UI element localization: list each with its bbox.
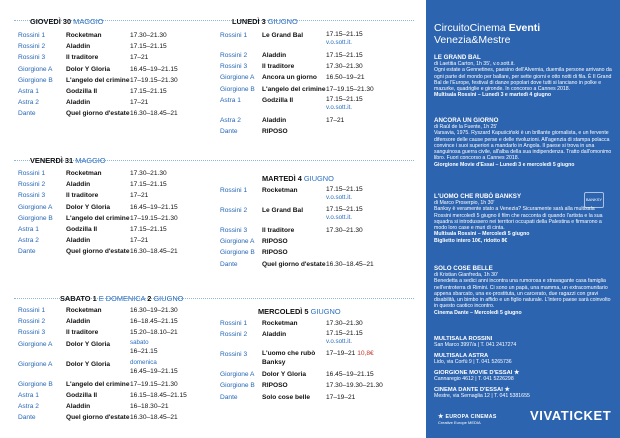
film-title[interactable]: Il traditore	[66, 192, 99, 200]
schedule-row	[212, 84, 422, 95]
cinema-name: MULTISALA ASTRA	[434, 353, 489, 359]
cinema-info	[434, 336, 604, 349]
showtimes	[130, 30, 167, 41]
showtime-values: 17.15–21.15	[130, 87, 167, 95]
showtimes	[326, 185, 363, 202]
film-title[interactable]: L'angelo del crimine	[262, 85, 326, 93]
film-title[interactable]: Godzilla II	[66, 391, 98, 399]
showtime-values: 16.45–19–21.15	[326, 371, 374, 379]
schedule-row	[212, 61, 422, 72]
showtime-values: 17–19.15–21.30	[130, 76, 178, 84]
showtime-values: 17.15–21.15	[326, 330, 363, 338]
cinema-name: Rossini 2	[18, 318, 46, 326]
schedule-row	[212, 126, 422, 137]
cinema-name: Rossini 1	[18, 170, 46, 177]
cinema-name: Rossini 1	[220, 320, 248, 327]
film-title[interactable]: Dolor Y Gloria	[66, 360, 111, 368]
schedule-row	[10, 30, 210, 41]
cinema-name: Dante	[18, 110, 36, 118]
cinema-name: Giorgione A	[220, 74, 255, 82]
cinema-address: Lido, via Corfù 9 | T. 041 5265736	[434, 359, 512, 366]
film-title[interactable]: RIPOSO	[262, 127, 288, 135]
showtime-values: 17.30–19.30–21.30	[326, 382, 383, 390]
movie-title: L'UOMO CHE RUBÒ BANKSY	[434, 193, 522, 200]
showtime-values: 17.15–21.15	[130, 43, 167, 51]
schedule-row	[10, 235, 210, 246]
showtimes	[130, 52, 148, 63]
cinema-name: Astra 1	[18, 391, 39, 399]
cinema-name: Giorgione B	[18, 76, 53, 84]
showtime-values: 17.15–21.15	[130, 181, 167, 189]
film-title[interactable]: Rocketman	[262, 187, 298, 194]
schedule-block	[212, 185, 422, 270]
film-title[interactable]: Le Grand Bal	[262, 207, 304, 214]
showtimes	[326, 392, 355, 403]
star-icon: ★	[438, 414, 444, 420]
film-title[interactable]: Godzilla II	[66, 225, 98, 233]
showtimes	[130, 316, 178, 327]
schedule-row	[10, 108, 210, 119]
showtimes	[130, 213, 178, 224]
schedule-row	[10, 179, 210, 190]
film-title[interactable]: Aladdin	[262, 52, 287, 59]
movie-description: Varsavia, 1975. Ryszard Kapuściński è un brillante giornalista, e un fervente difensore delle cause perse e delle rivoluzioni. All'agenzia di stampa polacca convince i suoi superiori a mandarlo in Angola. Il paese si trova in una sanguinosa guerra civile, all'alba della sua indipendenza. Tratto dall'omonimo libro. Fuori concorso a Cannes 2018.	[434, 130, 612, 162]
showtime-note: sabato	[130, 338, 149, 346]
schedule-row	[212, 30, 422, 50]
showtimes	[326, 225, 363, 236]
cinema-name: Dante	[18, 248, 36, 256]
cinema-name: Rossini 3	[220, 351, 248, 359]
brand-name: CircuitoCinema	[434, 22, 506, 34]
film-title[interactable]: L'angelo del crimine	[66, 76, 130, 84]
showtime-values: 17–21	[326, 116, 345, 124]
showtimes	[130, 305, 178, 316]
showtime-values: 17–21	[130, 99, 149, 107]
film-title[interactable]: Dolor Y Gloria	[66, 340, 111, 348]
showtimes	[130, 246, 178, 257]
schedule-row	[10, 168, 210, 179]
cinema-address: Mestre, via Sernaglia 12 | T. 041 5381655	[434, 393, 530, 400]
schedule-row	[10, 75, 210, 86]
film-title[interactable]: Quel giorno d'estate	[66, 110, 130, 118]
movie-showtimes: Multisala Rossini – Lunedì 3 e martedì 4 giugno	[434, 92, 552, 99]
showtime-values: 16–18.45–21.15	[130, 318, 178, 326]
showtimes	[130, 168, 167, 179]
showtime-note: v.o.sott.it.	[326, 214, 353, 221]
film-title[interactable]: Quel giorno d'estate	[262, 260, 326, 268]
film-title[interactable]: RIPOSO	[262, 249, 288, 257]
showtime-values: 16–18.30–21	[130, 402, 169, 410]
showtime-values: 17–19–21	[326, 393, 356, 401]
film-title[interactable]: Aladdin	[66, 402, 91, 410]
showtimes	[326, 72, 365, 83]
film-title[interactable]: L'angelo del crimine	[66, 214, 130, 222]
showtimes	[326, 205, 363, 222]
film-title[interactable]: Aladdin	[262, 116, 287, 124]
showtimes	[130, 179, 167, 190]
showtime-values: 17–21	[130, 192, 149, 200]
showtimes	[326, 95, 363, 112]
cinema-name: MULTISALA ROSSINI	[434, 336, 493, 342]
section-title: MERCOLEDÌ 5 GIUGNO	[258, 307, 341, 316]
showtimes	[130, 401, 169, 412]
schedule-row	[212, 392, 422, 403]
cinema-name: Rossini 3	[220, 227, 248, 234]
showtime-values: 17.15–21.15	[326, 31, 363, 38]
cinema-name: Giorgione A	[220, 371, 255, 379]
special-price: 10,8€	[357, 350, 374, 358]
movie-description: Ogni estate a Gennetines, paesino dell'Alvernia, duemila persone arrivano da ogni parte del mondo per ballare, per sette giorni e otto notti di fila. È Il Grand Bal de l'Europe, festival di danze popolari dove tutti si lanciano in polke e mazurke, quadriglie e gironde. In concorso a Cannes 2018.	[434, 67, 612, 93]
cinema-name: Rossini 2	[220, 52, 248, 59]
schedule-row	[212, 349, 422, 369]
schedule-row	[10, 41, 210, 52]
showtimes	[130, 108, 178, 119]
cinema-address: Cannaregio 4612 | T. 041 5226298	[434, 376, 514, 383]
showtime-values: 17.15–21.15	[326, 95, 363, 103]
film-title[interactable]: L'angelo del crimine	[66, 380, 130, 388]
ticket-price: Biglietto intero 10€, ridotto 8€	[434, 237, 508, 244]
star-icon: ★	[514, 370, 520, 376]
cinema-name: Dante	[220, 127, 238, 135]
movie-meta: di Kristian Gianfreda, 1h 30'	[434, 272, 498, 278]
film-title[interactable]: Le Grand Bal	[262, 32, 304, 39]
movie-entry	[434, 117, 612, 168]
film-title[interactable]: Aladdin	[66, 181, 91, 189]
movie-meta: di Marco Proserpio, 1h 30'	[434, 200, 495, 206]
schedule-row	[212, 72, 422, 83]
showtime-values: 17.15–21.15	[130, 225, 167, 233]
showtimes	[130, 339, 158, 356]
cinema-name: Giorgione A	[18, 65, 53, 73]
cinema-name: Dante	[18, 414, 36, 422]
showtime-values: 16.50–19–21	[326, 74, 365, 82]
cinema-name: Astra 2	[18, 402, 39, 410]
cinema-name: Rossini 1	[220, 187, 248, 194]
schedule-row	[212, 185, 422, 205]
schedule-row	[212, 225, 422, 236]
movie-description: Banksy è veramente stato a Venezia? Sicuramente sarà alla multisala Rossini mercoledì 5 giugno il film che racconta di quando l'artista e la sua squadra si introdussero nei territori occupati della Palestina e firmarono a modo loro case e muri di cinta.	[434, 206, 603, 232]
schedule-row	[212, 205, 422, 225]
film-title[interactable]: Solo cose belle	[262, 393, 311, 401]
cinema-name: Giorgione B	[18, 380, 53, 388]
showtime-values: 16.45–19–21.15	[130, 203, 178, 211]
schedule-row	[10, 97, 210, 108]
showtime-values: 16.30–18.45–21	[326, 260, 374, 268]
movie-title: LE GRAND BAL	[434, 54, 481, 61]
section-title: LUNEDÌ 3 GIUGNO	[232, 17, 298, 26]
cinema-name: Giorgione B	[220, 85, 255, 93]
showtime-values: 16.30–19–21.30	[130, 307, 178, 314]
movie-description: Benedetta a sedici anni incontra una rumorosa e stravagante casa famiglia nell'entroterra di Rimini. Ci sono un papà, una mamma, un extracomunitario appena sbarcato, una ex-prostituta, un carcerato, due ragazzi con gravi disabilità, un bimbo in affido e un figlio naturale. L'intero paese sarà coinvolto in questo caotico incontro.	[434, 278, 611, 310]
schedule-row	[10, 86, 210, 97]
showtime-values: 16.45–19–21.15	[130, 367, 178, 375]
movie-meta: di Raúl de la Fuente, 1h 25'	[434, 124, 498, 130]
showtimes	[130, 224, 167, 235]
showtime-values: 17–19.15–21.30	[130, 380, 178, 388]
showtime-values: 16.30–18.45–21	[130, 110, 178, 118]
film-title[interactable]: Dolor Y Gloria	[66, 203, 111, 211]
showtime-note: v.o.sott.it.	[326, 39, 353, 46]
cinema-name: Astra 2	[220, 116, 241, 124]
brand-subtitle: Venezia&Mestre	[434, 34, 511, 46]
film-title[interactable]: Il traditore	[66, 54, 99, 62]
film-title[interactable]: Rocketman	[262, 320, 298, 327]
showtimes	[130, 327, 178, 338]
film-title[interactable]: Il traditore	[66, 329, 99, 337]
schedule-block	[10, 168, 210, 258]
film-title[interactable]: Aladdin	[262, 331, 287, 339]
showtimes	[130, 97, 148, 108]
schedule-row	[212, 236, 422, 247]
film-title[interactable]: Dolor Y Gloria	[66, 65, 111, 73]
showtimes	[130, 390, 187, 401]
showtimes	[326, 115, 344, 126]
movie-entry	[434, 193, 612, 244]
schedule-row	[10, 305, 210, 316]
schedule-row	[10, 224, 210, 235]
showtime-values: 17.15–21.15	[326, 52, 363, 59]
cinema-name: Giorgione B	[18, 214, 53, 222]
film-title[interactable]: Rocketman	[66, 170, 102, 177]
schedule-row	[10, 246, 210, 257]
film-title[interactable]: Ancora un giorno	[262, 74, 317, 82]
cinema-name: GIORGIONE MOVIE D'ESSAI	[434, 370, 513, 376]
schedule-row	[10, 64, 210, 75]
cinema-name: Astra 1	[18, 87, 39, 95]
schedule-row	[10, 359, 210, 379]
showtimes	[326, 380, 383, 391]
movie-entry	[434, 265, 612, 316]
movie-title: SOLO COSE BELLE	[434, 265, 493, 272]
cinema-name: Astra 2	[18, 99, 39, 107]
film-title[interactable]: Rocketman	[66, 307, 102, 314]
film-title[interactable]: Aladdin	[66, 99, 91, 107]
film-title[interactable]: Il traditore	[262, 227, 295, 234]
schedule-block	[10, 305, 210, 423]
cinema-name: Rossini 1	[220, 32, 248, 39]
showtime-values: 17–21	[130, 54, 149, 62]
film-title[interactable]: Aladdin	[66, 43, 91, 51]
cinema-name: Dante	[220, 393, 238, 401]
film-title[interactable]: Aladdin	[66, 237, 91, 245]
schedule-row	[212, 95, 422, 115]
cinema-name: Rossini 2	[220, 331, 248, 339]
schedule-row	[10, 316, 210, 327]
showtime-values: 17.30–21.30	[130, 32, 167, 39]
movie-meta: di Laetitia Carton, 1h 35', v.o.sott.it.	[434, 61, 515, 67]
film-title[interactable]: Aladdin	[66, 318, 91, 326]
cinema-name: Giorgione A	[18, 203, 53, 211]
movie-showtimes: Cinema Dante – Mercoledì 5 giugno	[434, 309, 522, 316]
film-title[interactable]: Godzilla II	[262, 96, 294, 104]
showtime-values: 16.30–18.45–21	[130, 414, 178, 422]
section-title: VENERDÌ 31 MAGGIO	[30, 156, 106, 165]
showtimes	[326, 259, 374, 270]
showtime-values: 15.20–18.10–21	[130, 329, 178, 337]
schedule-row	[10, 401, 210, 412]
showtimes	[130, 190, 148, 201]
showtime-values: 17–19.15–21.30	[130, 214, 178, 222]
showtimes	[326, 318, 363, 329]
movie-showtimes: Multisala Rossini – Mercoledì 5 giugno	[434, 231, 530, 238]
schedule-block	[10, 30, 210, 120]
movie-entry	[434, 54, 612, 99]
film-title[interactable]: L'uomo che rubò Banksy	[262, 350, 316, 367]
showtimes	[130, 235, 148, 246]
showtime-values: 16.45–19–21.15	[130, 65, 178, 73]
showtime-values: 17.30–21.30	[326, 320, 363, 327]
showtimes	[326, 369, 374, 380]
showtime-values: 17–19–21	[326, 350, 356, 358]
schedule-row	[212, 50, 422, 61]
film-title[interactable]: RIPOSO	[262, 382, 288, 390]
showtime-values: 17.30–21.30	[130, 170, 167, 177]
showtimes	[130, 379, 178, 390]
showtimes	[326, 84, 374, 95]
banksy-film-logo: BANKSY	[584, 192, 604, 208]
schedule-row	[212, 259, 422, 270]
schedule-row	[10, 339, 210, 359]
showtime-values: 17.15–21.15	[326, 206, 363, 213]
brand-bold: Eventi	[508, 22, 541, 34]
schedule-block	[212, 30, 422, 137]
events-panel	[426, 0, 620, 438]
cinema-info	[434, 370, 604, 383]
section-title: GIOVEDÌ 30 MAGGIO	[30, 17, 104, 26]
star-icon: ★	[504, 387, 510, 393]
showtime-values: 17–19.15–21.30	[326, 85, 374, 93]
movie-title: ANCORA UN GIORNO	[434, 117, 499, 124]
cinema-name: Astra 1	[18, 225, 39, 233]
showtimes	[130, 202, 178, 213]
showtime-values: 16.30–18.45–21	[130, 248, 178, 256]
showtime-note: domenica	[130, 358, 157, 366]
cinema-info	[434, 353, 604, 366]
cinema-name: Giorgione A	[18, 360, 53, 368]
showtimes	[326, 61, 363, 72]
schedule-row	[212, 380, 422, 391]
schedule-row	[212, 115, 422, 126]
schedule-row	[212, 318, 422, 329]
cinema-name: Rossini 1	[18, 32, 46, 39]
cinema-name: Giorgione B	[220, 249, 255, 257]
cinema-name: Astra 1	[220, 96, 241, 104]
section-title: MARTEDÌ 4 GIUGNO	[262, 174, 334, 183]
schedule-row	[10, 52, 210, 63]
showtimes	[130, 64, 178, 75]
showtime-note: v.o.sott.it.	[326, 103, 353, 111]
panel-header	[434, 22, 540, 46]
showtime-note: v.o.sott.it.	[326, 338, 353, 346]
film-title[interactable]: Godzilla II	[66, 87, 98, 95]
cinema-name: Rossini 1	[18, 307, 46, 314]
schedule-row	[10, 202, 210, 213]
section-title: SABATO 1 E DOMENICA 2 GIUGNO	[60, 294, 184, 303]
schedule-row	[212, 247, 422, 258]
vivaticket-logo: VIVATICKET	[530, 408, 612, 423]
cinema-name: Rossini 3	[18, 329, 46, 337]
cinema-name: Rossini 2	[18, 181, 46, 189]
film-title[interactable]: Il traditore	[262, 63, 295, 71]
showtime-note: v.o.sott.it.	[326, 194, 353, 201]
schedule-row	[10, 190, 210, 201]
showtimes	[130, 75, 178, 86]
showtime-values: 16.15–18.45–21.15	[130, 391, 187, 399]
schedule-block	[212, 318, 422, 403]
cinema-name: Dante	[220, 260, 238, 268]
film-title[interactable]: Dolor Y Gloria	[262, 371, 307, 379]
showtimes	[130, 41, 167, 52]
cinema-name: Rossini 3	[18, 54, 46, 62]
schedule-row	[10, 327, 210, 338]
movie-showtimes: Giorgione Movie d'Essai – Lunedì 3 e mercoledì 5 giugno	[434, 161, 575, 168]
showtimes	[326, 50, 363, 61]
showtime-values: 17.15–21.15	[326, 186, 363, 193]
showtimes	[130, 86, 167, 97]
cinema-name: Astra 2	[18, 237, 39, 245]
cinema-name: Giorgione A	[220, 238, 255, 246]
cinema-info	[434, 387, 604, 400]
cinema-name: CINEMA DANTE D'ESSAI	[434, 387, 503, 393]
cinema-name: Rossini 2	[220, 207, 248, 214]
film-title[interactable]: Rocketman	[66, 32, 102, 39]
schedule-row	[10, 213, 210, 224]
cinema-name: Giorgione A	[18, 340, 53, 348]
cinema-address: San Marco 3997/a | T. 041 2417274	[434, 342, 517, 349]
showtime-values: 17.30–21.30	[326, 63, 363, 71]
schedule-row	[10, 412, 210, 423]
cinema-name: Rossini 3	[220, 63, 248, 71]
schedule-row	[212, 329, 422, 349]
showtimes	[130, 412, 178, 423]
europa-cinemas-logo: ★ EUROPA CINEMAS Creative Europe MEDIA	[438, 414, 497, 425]
film-title[interactable]: RIPOSO	[262, 238, 288, 246]
film-title[interactable]: Quel giorno d'estate	[66, 414, 130, 422]
showtimes	[326, 349, 374, 358]
showtimes	[130, 359, 178, 376]
showtime-values: 17.30–21.30	[326, 227, 363, 234]
cinema-name: Rossini 3	[18, 192, 46, 200]
schedule-row	[212, 369, 422, 380]
schedule-row	[10, 390, 210, 401]
showtimes	[326, 30, 363, 47]
cinema-name: Rossini 2	[18, 43, 46, 51]
showtime-values: 17–21	[130, 237, 149, 245]
cinema-name: Giorgione B	[220, 382, 255, 390]
film-title[interactable]: Quel giorno d'estate	[66, 248, 130, 256]
showtimes	[326, 329, 363, 346]
showtime-values: 16–21.15	[130, 347, 158, 355]
schedule-row	[10, 379, 210, 390]
